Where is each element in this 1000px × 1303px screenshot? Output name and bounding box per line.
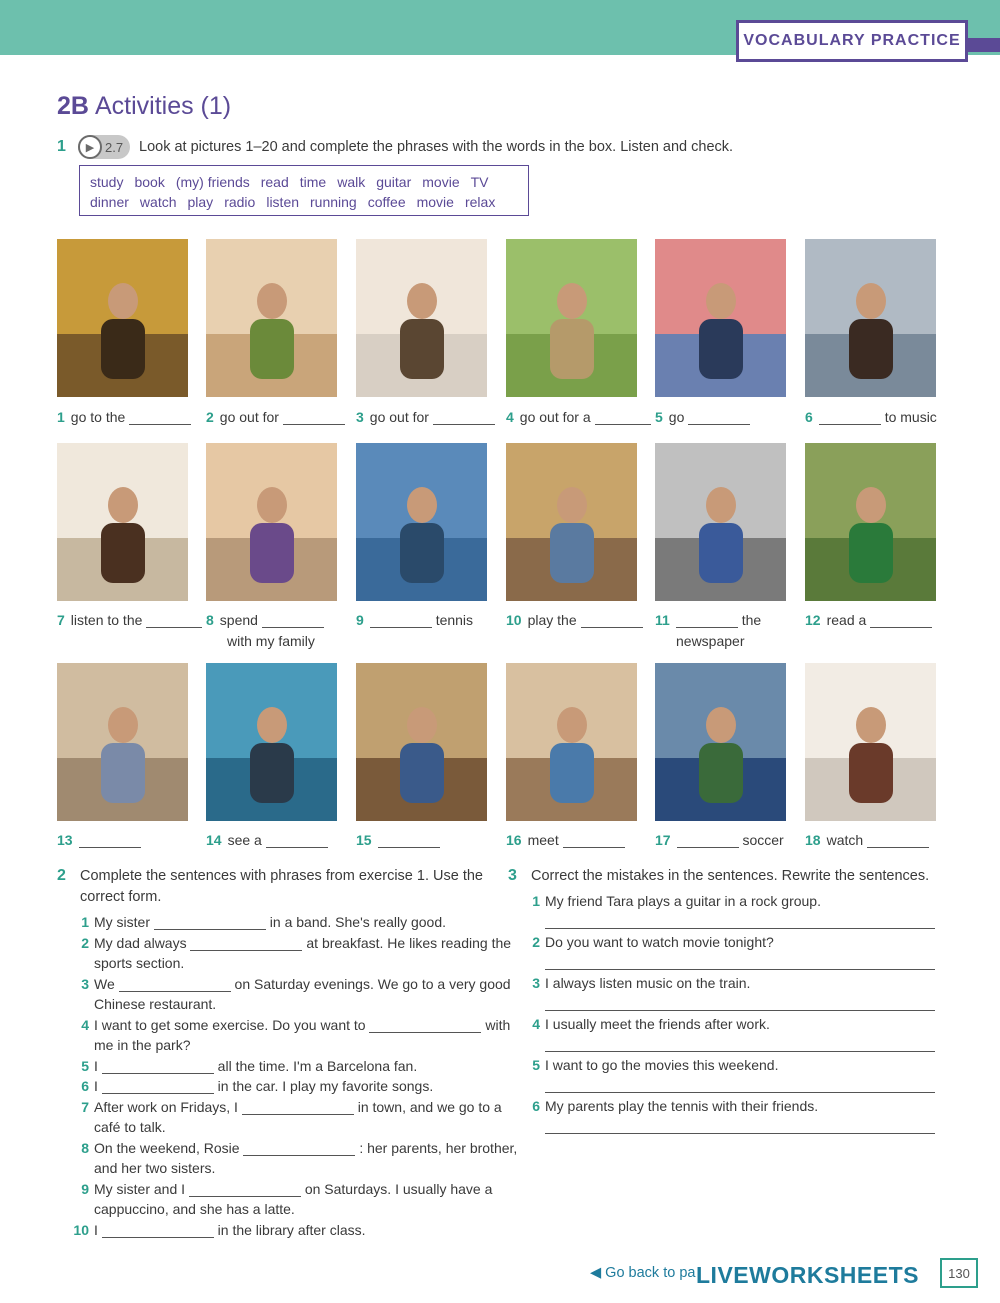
- item-number: 1: [81, 914, 89, 930]
- exercise-2-item: [73, 1220, 366, 1241]
- word-box-word: radio: [224, 194, 256, 210]
- exercise-3-item: [524, 1014, 770, 1035]
- caption-text: play the: [527, 612, 577, 628]
- rewrite-answer-line[interactable]: [545, 995, 935, 1011]
- caption-number: 4: [506, 409, 514, 425]
- item-number: 5: [532, 1057, 540, 1073]
- answer-blank[interactable]: [154, 916, 266, 930]
- caption-number: 10: [506, 612, 522, 628]
- caption-text: meet: [527, 832, 559, 848]
- answer-blank[interactable]: [819, 411, 881, 425]
- item-text: at breakfast. He likes reading the: [306, 934, 512, 951]
- item-number: 5: [81, 1057, 89, 1074]
- answer-blank[interactable]: [370, 614, 432, 628]
- caption-number: 2: [206, 409, 214, 425]
- audio-play-button[interactable]: [78, 135, 130, 159]
- bench-reading-photo: [805, 443, 936, 601]
- item-text: I: [94, 1221, 98, 1238]
- answer-blank[interactable]: [283, 411, 345, 425]
- section-tab: VOCABULARY PRACTICE: [736, 20, 968, 62]
- item-text: I want to go the movies this weekend.: [545, 1057, 779, 1073]
- exercise-2-item-continued: and her two sisters.: [94, 1160, 216, 1176]
- item-text: : her parents, her brother,: [359, 1139, 518, 1156]
- caption-number: 7: [57, 612, 65, 628]
- answer-blank[interactable]: [369, 1019, 481, 1033]
- rewrite-answer-line[interactable]: [545, 954, 935, 970]
- caption-number: 11: [655, 612, 670, 628]
- picture-caption: [655, 407, 750, 428]
- answer-blank[interactable]: [102, 1060, 214, 1074]
- item-number: 6: [81, 1078, 89, 1094]
- exercise-3-item: [524, 973, 750, 994]
- exercise-1-number: 1: [57, 138, 66, 155]
- picture-caption: [356, 830, 440, 851]
- exercise-2-instruction-line-2: correct form.: [80, 889, 162, 905]
- item-number: 1: [532, 893, 540, 909]
- picture-caption: [206, 830, 328, 851]
- exercise-2-item: [73, 974, 511, 995]
- word-box-word: book: [134, 174, 165, 190]
- answer-blank[interactable]: [378, 834, 440, 848]
- exercise-2-item: [73, 1179, 492, 1200]
- word-box-word: movie: [416, 194, 454, 210]
- item-number: 2: [81, 934, 89, 951]
- page-title: [57, 92, 231, 121]
- unit-title: Activities (1): [94, 92, 232, 120]
- exercise-2-instruction-line-1: Complete the sentences with phrases from exercise 1. Use the: [80, 868, 483, 884]
- tennis-player-photo: [356, 443, 487, 601]
- word-box-word: watch: [139, 194, 177, 210]
- studying-boy-photo: [356, 663, 487, 821]
- caption-text: soccer: [742, 832, 784, 848]
- exercise-2-item: [73, 1015, 510, 1036]
- picture-caption: [206, 610, 324, 631]
- relaxing-woman-photo: [57, 663, 188, 821]
- newspaper-boy-photo: [655, 443, 786, 601]
- caption-text: go out for a: [519, 409, 591, 425]
- answer-blank[interactable]: [243, 1142, 355, 1156]
- caption-number: 17: [655, 832, 671, 848]
- word-box-row-2: [90, 192, 518, 212]
- word-box-word: study: [90, 174, 124, 190]
- rewrite-answer-line[interactable]: [545, 913, 935, 929]
- unit-code: 2B: [57, 92, 89, 120]
- page-number: 130: [940, 1258, 978, 1288]
- park-walk-photo: [506, 239, 637, 397]
- word-box-word: dinner: [90, 194, 129, 210]
- item-number: 6: [532, 1098, 540, 1114]
- exercise-3-item: [524, 1096, 818, 1117]
- exercise-3-item: [524, 1055, 778, 1076]
- caption-text: tennis: [435, 612, 474, 628]
- caption-number: 1: [57, 409, 65, 425]
- item-number: 7: [81, 1098, 89, 1115]
- answer-blank[interactable]: [581, 614, 643, 628]
- item-number: 4: [81, 1016, 89, 1033]
- exercise-2-item: [73, 933, 511, 954]
- rewrite-answer-line[interactable]: [545, 1118, 935, 1134]
- exercise-2-item-continued: Chinese restaurant.: [94, 996, 217, 1012]
- headphones-man-photo: [805, 239, 936, 397]
- exercise-2-item-continued: cappuccino, and she has a latte.: [94, 1201, 295, 1217]
- word-box-word: movie: [422, 174, 460, 190]
- answer-blank[interactable]: [189, 1183, 301, 1197]
- caption-text: read a: [826, 612, 867, 628]
- item-number: 2: [532, 934, 540, 950]
- cinema-photo: [57, 239, 188, 397]
- item-text: in town, and we go to a: [357, 1098, 502, 1115]
- item-number: 10: [73, 1221, 89, 1238]
- caption-number: 16: [506, 832, 522, 848]
- picture-caption: [805, 610, 932, 631]
- answer-blank[interactable]: [688, 411, 750, 425]
- caption-text: go out for: [369, 409, 429, 425]
- item-text: I: [94, 1078, 98, 1094]
- answer-blank[interactable]: [677, 834, 739, 848]
- item-text: in a band. She's really good.: [269, 914, 447, 930]
- answer-blank[interactable]: [676, 614, 738, 628]
- picture-caption: [506, 407, 651, 428]
- item-number: 3: [81, 975, 89, 992]
- answer-blank[interactable]: [595, 411, 651, 425]
- cinema-girls-photo: [206, 663, 337, 821]
- exercise-2-item-continued: café to talk.: [94, 1119, 166, 1135]
- liveworksheets-logo: LIVEWORKSHEETS: [696, 1262, 919, 1288]
- item-text: After work on Fridays, I: [94, 1098, 238, 1115]
- picture-caption: [356, 407, 495, 428]
- caption-number: 5: [655, 409, 663, 425]
- item-number: 8: [81, 1139, 89, 1156]
- caption-text: to music: [884, 409, 937, 425]
- picture-caption: [57, 830, 141, 851]
- picture-caption: [506, 830, 625, 851]
- picture-caption: [206, 407, 345, 428]
- word-box-word: running: [310, 194, 357, 210]
- caption-text: the: [741, 612, 762, 628]
- picture-caption: [655, 830, 784, 851]
- answer-blank[interactable]: [266, 834, 328, 848]
- item-text: all the time. I'm a Barcelona fan.: [217, 1057, 418, 1074]
- item-text: in the car. I play my favorite songs.: [217, 1078, 434, 1094]
- caption-text: listen to the: [70, 612, 143, 628]
- item-text: On the weekend, Rosie: [94, 1139, 240, 1156]
- word-box-word: listen: [266, 194, 300, 210]
- radio-man-photo: [57, 443, 188, 601]
- answer-blank[interactable]: [262, 614, 324, 628]
- word-box-word: TV: [470, 174, 489, 190]
- item-text: I usually meet the friends after work.: [545, 1016, 770, 1032]
- exercise-3-item: [524, 932, 774, 953]
- item-text: My parents play the tennis with their friends.: [545, 1098, 819, 1114]
- rewrite-answer-line[interactable]: [545, 1036, 935, 1052]
- answer-blank[interactable]: [870, 614, 932, 628]
- item-text: I: [94, 1057, 98, 1074]
- exercise-2-number: 2: [57, 867, 66, 884]
- caption-text: see a: [227, 832, 262, 848]
- soccer-stadium-photo: [655, 663, 786, 821]
- word-box: [79, 165, 529, 216]
- family-dinner-photo: [206, 239, 337, 397]
- answer-blank[interactable]: [102, 1224, 214, 1238]
- item-text: Do you want to watch movie tonight?: [545, 934, 774, 950]
- caption-number: 9: [356, 612, 364, 628]
- word-box-word: (my) friends: [175, 174, 250, 190]
- picture-caption: [805, 830, 929, 851]
- exercise-2-item: [73, 1076, 433, 1097]
- item-number: 4: [532, 1016, 540, 1032]
- exercise-3-item: [524, 891, 821, 912]
- picture-caption: [506, 610, 643, 631]
- exercise-2-instruction: [80, 866, 483, 908]
- item-number: 9: [81, 1180, 89, 1197]
- answer-blank[interactable]: [146, 614, 202, 628]
- answer-blank[interactable]: [119, 978, 231, 992]
- word-box-word: walk: [337, 174, 366, 190]
- picture-caption: [57, 610, 202, 631]
- caption-number: 8: [206, 612, 214, 628]
- answer-blank[interactable]: [79, 834, 141, 848]
- word-box-word: guitar: [376, 174, 412, 190]
- exercise-2-item: [73, 1097, 502, 1118]
- item-text: My dad always: [94, 934, 187, 951]
- item-text: My sister: [94, 914, 150, 930]
- picture-caption: [57, 407, 191, 428]
- item-text: in the library after class.: [217, 1221, 366, 1238]
- item-text: We: [94, 975, 115, 992]
- word-box-word: time: [299, 174, 327, 190]
- caption-number: 6: [805, 409, 813, 425]
- exercise-3-instruction: Correct the mistakes in the sentences. Rewrite the sentences.: [531, 868, 930, 884]
- caption-number: 14: [206, 832, 222, 848]
- friends-cafe-photo: [506, 663, 637, 821]
- item-text: on Saturday evenings. We go to a very good: [234, 975, 511, 992]
- item-text: My sister and I: [94, 1180, 186, 1197]
- caption-number: 12: [805, 612, 821, 628]
- item-text: I want to get some exercise. Do you want to: [94, 1016, 366, 1033]
- answer-blank[interactable]: [129, 411, 191, 425]
- item-text: My friend Tara plays a guitar in a rock group.: [545, 893, 821, 909]
- family-tv-photo: [805, 663, 936, 821]
- guitar-boy-photo: [506, 443, 637, 601]
- answer-blank[interactable]: [867, 834, 929, 848]
- caption-text: go to the: [70, 409, 126, 425]
- word-box-word: coffee: [367, 194, 406, 210]
- exercise-2-item: [73, 912, 446, 933]
- play-icon: ▶: [78, 135, 102, 159]
- answer-blank[interactable]: [242, 1101, 354, 1115]
- picture-caption-line-2: with my family: [227, 633, 315, 649]
- coffee-couple-photo: [356, 239, 487, 397]
- exercise-3-number: 3: [508, 867, 517, 884]
- item-text: on Saturdays. I usually have a: [304, 1180, 493, 1197]
- picture-caption-line-2: newspaper: [676, 633, 745, 649]
- picture-caption: [805, 407, 937, 428]
- exercise-2-item: [73, 1138, 517, 1159]
- tab-edge-decoration: [968, 38, 1000, 52]
- rewrite-answer-line[interactable]: [545, 1077, 935, 1093]
- answer-blank[interactable]: [102, 1080, 214, 1094]
- answer-blank[interactable]: [563, 834, 625, 848]
- caption-number: 13: [57, 832, 73, 848]
- answer-blank[interactable]: [433, 411, 495, 425]
- exercise-1-instruction: Look at pictures 1–20 and complete the phrases with the words in the box. Listen and check.: [139, 139, 734, 155]
- item-text: I always listen music on the train.: [545, 975, 751, 991]
- picture-caption: [655, 610, 761, 631]
- caption-text: go out for: [219, 409, 279, 425]
- picture-caption: [356, 610, 473, 631]
- caption-number: 18: [805, 832, 821, 848]
- caption-number: 3: [356, 409, 364, 425]
- word-box-word: relax: [464, 194, 496, 210]
- family-portrait-photo: [206, 443, 337, 601]
- city-running-photo: [655, 239, 786, 397]
- caption-text: watch: [826, 832, 864, 848]
- go-back-link[interactable]: ◀ Go back to pa: [590, 1265, 696, 1281]
- caption-text: go: [668, 409, 685, 425]
- answer-blank[interactable]: [190, 937, 302, 951]
- item-text: with: [485, 1016, 511, 1033]
- exercise-2-item-continued: me in the park?: [94, 1037, 191, 1053]
- exercise-2-item-continued: sports section.: [94, 955, 185, 971]
- item-number: 3: [532, 975, 540, 991]
- audio-track-label: 2.7: [105, 139, 124, 155]
- word-box-row-1: [90, 172, 518, 192]
- exercise-2-item: [73, 1056, 417, 1077]
- caption-number: 15: [356, 832, 372, 848]
- word-box-word: read: [260, 174, 289, 190]
- caption-text: spend: [219, 612, 258, 628]
- word-box-word: play: [187, 194, 214, 210]
